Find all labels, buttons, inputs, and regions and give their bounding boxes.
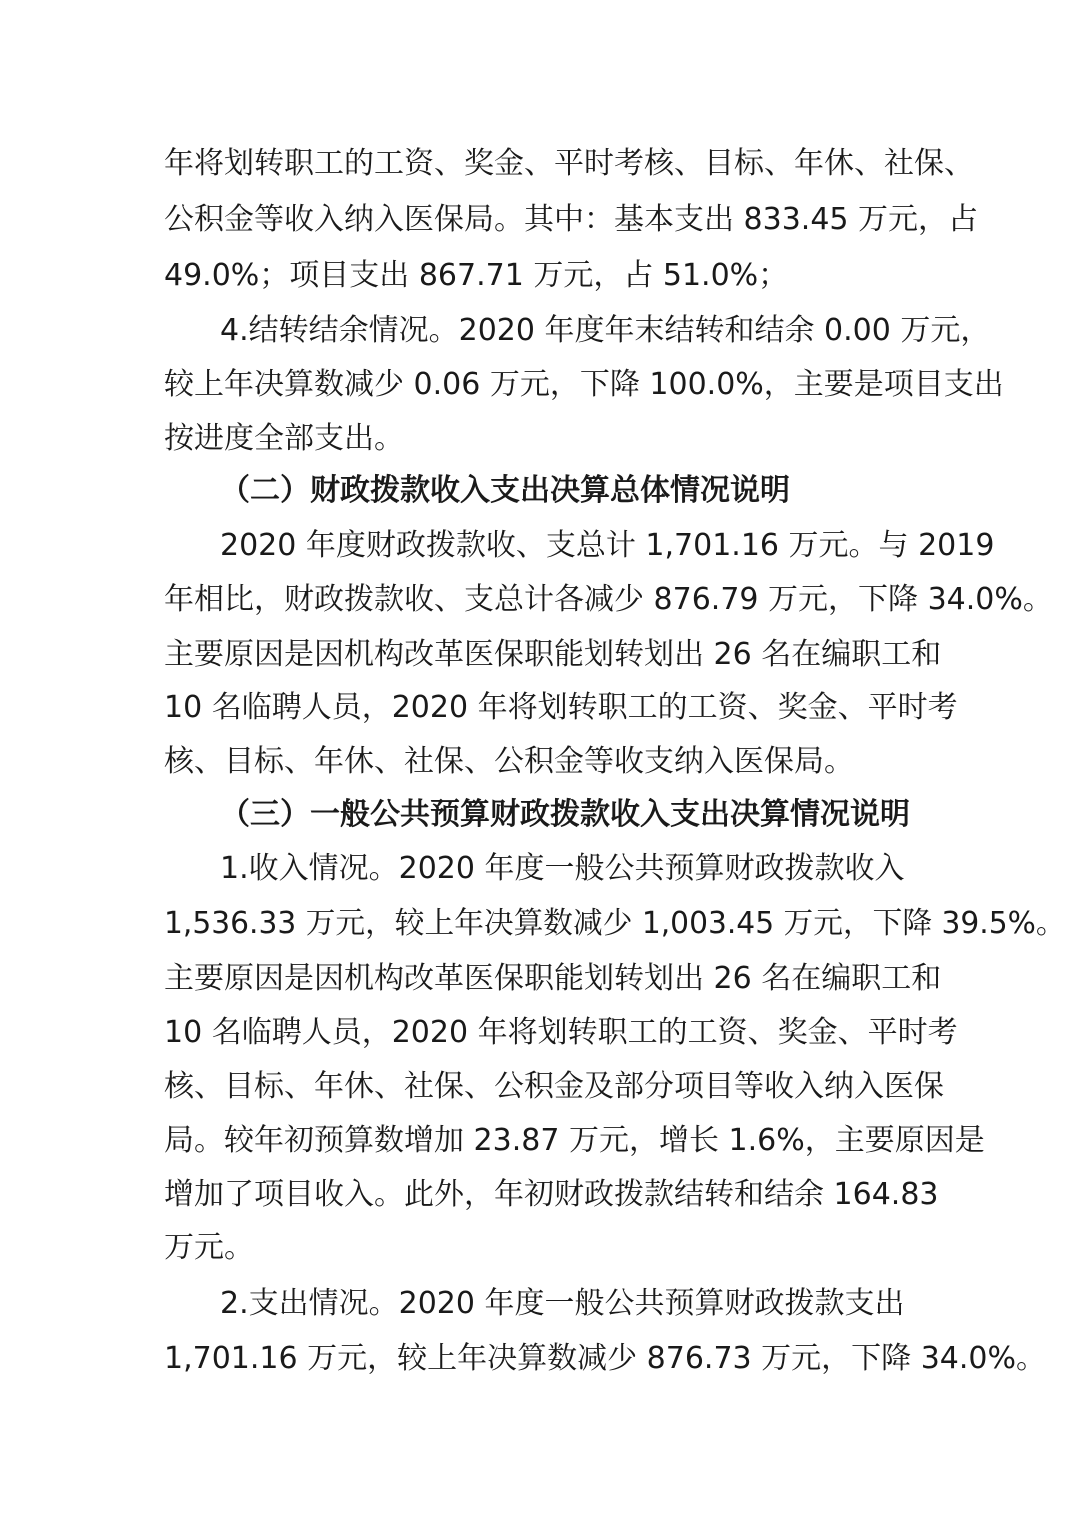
- paragraph-first-line: 2.支出情况。2020 年度一般公共预算财政拨款支出: [220, 1286, 905, 1321]
- paragraph-first-line: 4.结转结余情况。2020 年度年末结转和结余 0.00 万元，: [220, 313, 991, 348]
- body-text-line: 10 名临聘人员，2020 年将划转职工的工资、奖金、平时考: [164, 1015, 958, 1050]
- body-text-line: 按进度全部支出。: [164, 421, 404, 456]
- body-text-line: 1,536.33 万元，较上年决算数减少 1,003.45 万元，下降 39.5%。: [164, 906, 1066, 941]
- body-text-line: 核、目标、年休、社保、公积金及部分项目等收入纳入医保: [164, 1069, 944, 1104]
- body-text-line: 增加了项目收入。此外，年初财政拨款结转和结余 164.83: [164, 1177, 939, 1212]
- body-text-line: 局。较年初预算数增加 23.87 万元，增长 1.6%，主要原因是: [164, 1123, 985, 1158]
- body-text-line: 年将划转职工的工资、奖金、平时考核、目标、年休、社保、: [164, 146, 974, 181]
- paragraph-first-line: 2020 年度财政拨款收、支总计 1,701.16 万元。与 2019: [220, 528, 995, 563]
- body-text-line: 核、目标、年休、社保、公积金等收支纳入医保局。: [164, 744, 854, 779]
- body-text-line: 10 名临聘人员，2020 年将划转职工的工资、奖金、平时考: [164, 690, 958, 725]
- section-heading: （三）一般公共预算财政拨款收入支出决算情况说明: [220, 797, 910, 832]
- body-text-line: 年相比，财政拨款收、支总计各减少 876.79 万元，下降 34.0%。: [164, 582, 1053, 617]
- section-heading: （二）财政拨款收入支出决算总体情况说明: [220, 473, 790, 508]
- body-text-line: 1,701.16 万元，较上年决算数减少 876.73 万元，下降 34.0%。: [164, 1341, 1047, 1376]
- paragraph-first-line: 1.收入情况。2020 年度一般公共预算财政拨款收入: [220, 851, 905, 886]
- body-text-line: 主要原因是因机构改革医保职能划转划出 26 名在编职工和: [164, 637, 942, 672]
- body-text-line: 主要原因是因机构改革医保职能划转划出 26 名在编职工和: [164, 961, 942, 996]
- body-text-line: 公积金等收入纳入医保局。其中：基本支出 833.45 万元，占: [164, 202, 979, 237]
- body-text-line: 较上年决算数减少 0.06 万元，下降 100.0%，主要是项目支出: [164, 367, 1004, 402]
- body-text-line: 万元。: [164, 1230, 254, 1265]
- body-text-line: 49.0%；项目支出 867.71 万元，占 51.0%；: [164, 258, 789, 293]
